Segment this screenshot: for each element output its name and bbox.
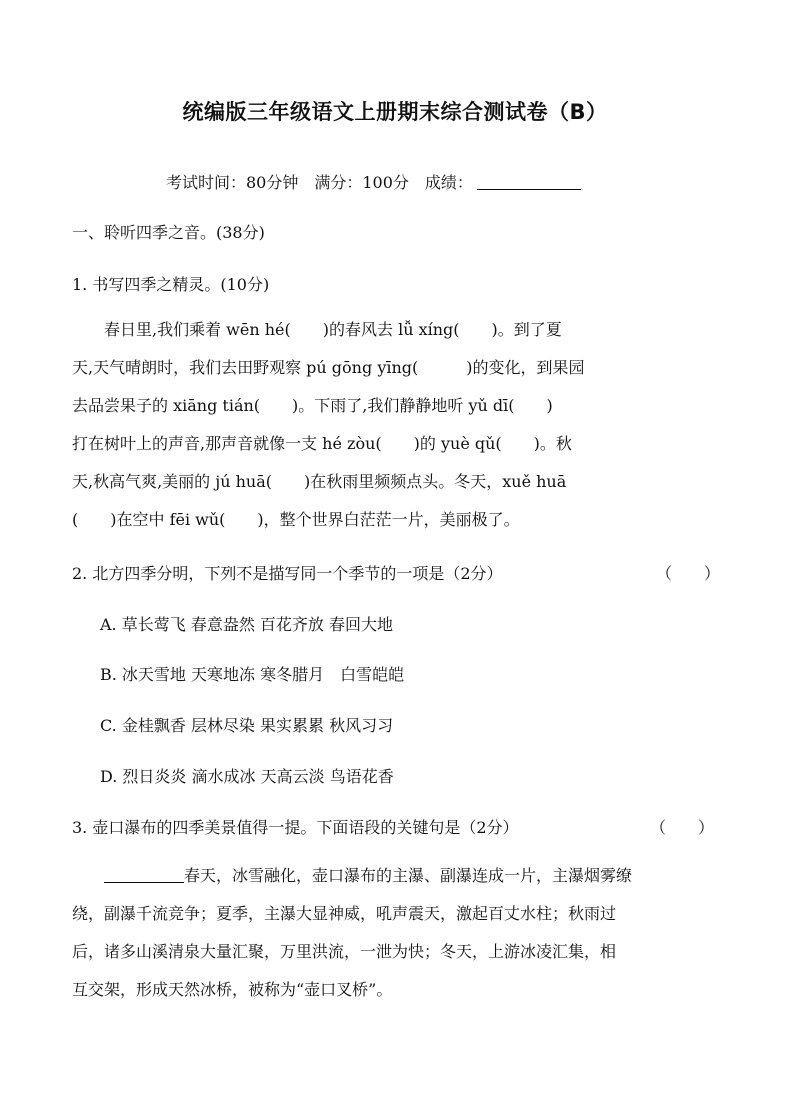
full-score: 满分：100分 [314,173,409,192]
question-3-heading: 3. 壶口瀑布的四季美景值得一提。下面语段的关键句是（2分） [72,818,519,837]
question-3-first-line [72,857,732,895]
question-1-heading: 1. 书写四季之精灵。(10分) [72,275,270,294]
question-3-line: 春天，冰雪融化，壶口瀑布的主瀑、副瀑连成一片，主瀑烟雾缭 [184,866,633,885]
exam-time: 考试时间：80分钟 [166,173,299,192]
question-2-option-d: D. 烈日炎炎 滴水成冰 天高云淡 鸟语花香 [100,767,394,786]
question-2-option-b: B. 冰天雪地 天寒地冻 寒冬腊月 白雪皑皑 [100,665,405,684]
question-1-line: 去品尝果子的 xiāng tián( )。下雨了,我们静静地听 yǔ dī( ) [72,396,553,415]
question-2-heading: 2. 北方四季分明，下列不是描写同一个季节的一项是（2分） [72,564,503,583]
exam-title: 统编版三年级语文上册期末综合测试卷（B） [182,100,608,124]
score-label: 成绩： [424,173,473,192]
question-3-line: 互交架，形成天然冰桥，被称为“壶口叉桥”。 [72,980,393,999]
section-1-heading: 一、聆听四季之音。(38分) [72,223,265,242]
exam-meta [166,170,581,193]
question-1-line: ( )在空中 fēi wǔ( )，整个世界白茫茫一片，美丽极了。 [72,510,520,529]
question-1-line: 天,秋高气爽,美丽的 jú huā( )在秋雨里频频点头。冬天，xuě huā [72,472,567,491]
question-3-answer-blank[interactable]: （ ） [650,818,715,837]
question-3-paragraph [72,857,732,1009]
question-1-line: 打在树叶上的声音,那声音就像一支 hé zòu( )的 yuè qǔ( )。秋 [72,434,572,453]
question-2-option-c: C. 金桂飘香 层林尽染 果实累累 秋风习习 [100,716,394,735]
score-blank[interactable] [477,173,581,190]
question-2-answer-blank[interactable]: （ ） [656,564,721,583]
question-3-key-sentence-blank[interactable] [104,866,184,883]
question-1-line: 春日里,我们乘着 wēn hé( )的春风去 lǚ xíng( )。到了夏 [72,320,562,339]
question-2-option-a: A. 草长莺飞 春意盎然 百花齐放 春回大地 [100,615,393,634]
question-1-paragraph [72,311,732,539]
question-1-line: 天,天气晴朗时，我们去田野观察 pú gōng yīng( )的变化，到果园 [72,358,585,377]
question-3-line: 绕，副瀑千流竞争；夏季，主瀑大显神威，吼声震天，激起百丈水柱；秋雨过 [72,904,617,923]
question-3-line: 后，诸多山溪清泉大量汇聚，万里洪流，一泄为快；冬天，上游冰凌汇集，相 [72,942,617,961]
